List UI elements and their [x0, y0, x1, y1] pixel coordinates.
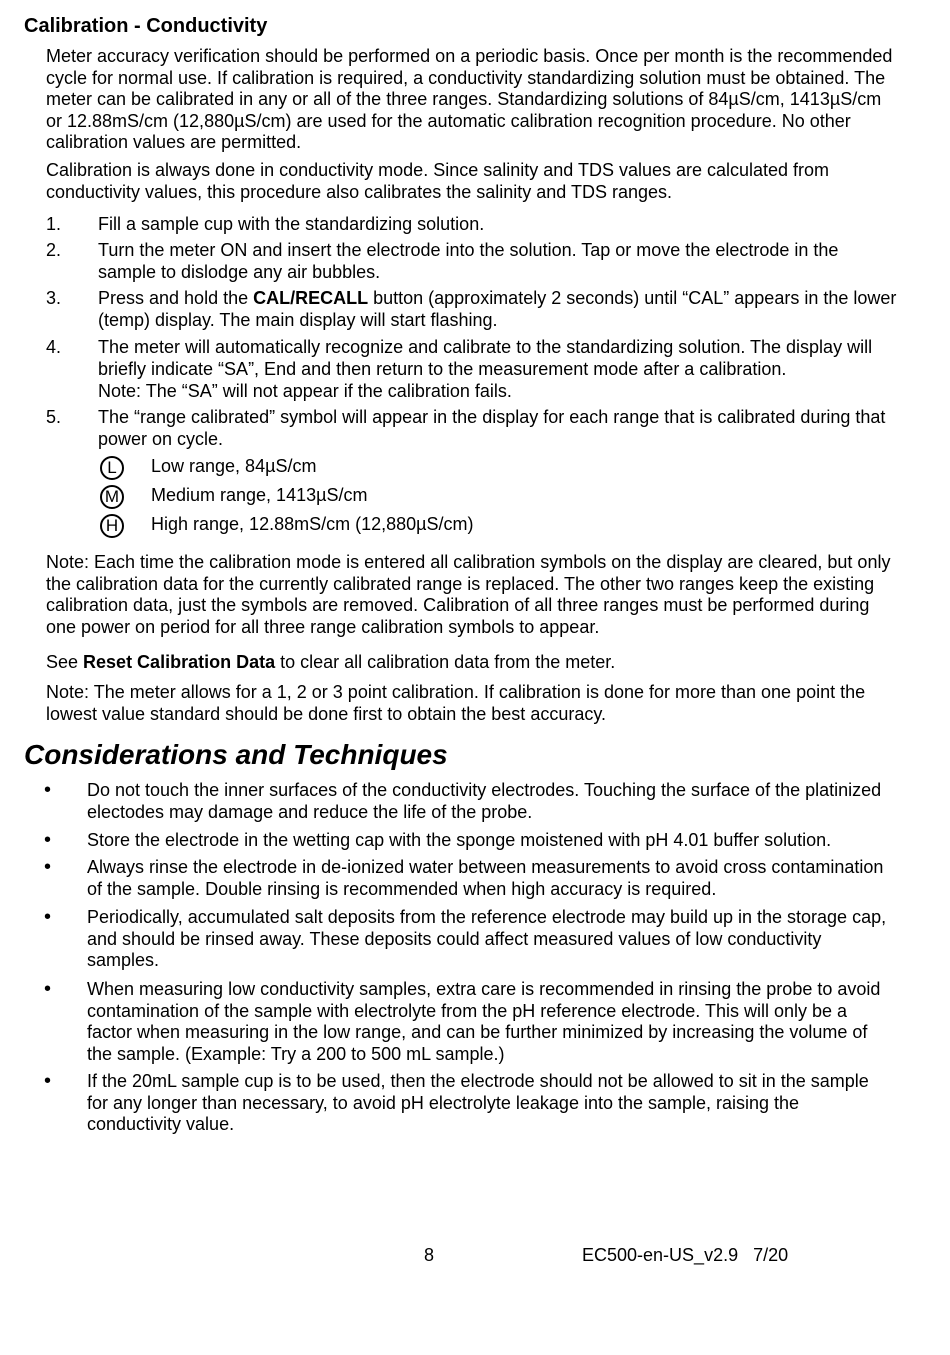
bullet-icon: • [44, 1070, 52, 1092]
reset-reference-part: to clear all calibration data from the meter. [275, 652, 616, 672]
bullet-item: Always rinse the electrode in de-ionized water between measurements to avoid cross contamination of the sample. Double rinsing is recommended when high accuracy is required. [87, 857, 884, 899]
calibration-note: Note: Each time the calibration mode is entered all calibration symbols on the display are cleared, but only the calibration data for the currently calibrated range is replaced. The other two ranges keep the existing calibration data, just the symbols are removed. Calibration of all three ranges must be performed during one power on period for all three range calibration symbols to appear. [46, 552, 891, 637]
step-text: Turn the meter ON and insert the electrode into the solution. Tap or move the electrode in the sample to dislodge any air bubbles. [98, 240, 839, 282]
reset-reference-part: See [46, 652, 84, 672]
cal-recall-button-label: CAL/RECALL [253, 288, 369, 308]
page-number: 8 [424, 1245, 435, 1265]
high-range-calibrated-icon: H [100, 514, 124, 538]
reset-reference [46, 652, 896, 674]
step-number: 5. [46, 407, 62, 427]
bullet-icon: • [44, 829, 52, 851]
section-title: Calibration - Conductivity [24, 15, 268, 37]
step-number: 1. [46, 214, 62, 234]
bullet-item: Store the electrode in the wetting cap with the sponge moistened with pH 4.01 buffer solution. [87, 830, 832, 850]
range-label: High range, 12.88mS/cm (12,880µS/cm) [151, 514, 474, 534]
step-text: The meter will automatically recognize and calibrate to the standardizing solution. The display will briefly indicate “SA”, End and then return to the measurement mode after a calibration. [98, 337, 873, 379]
bullet-icon: • [44, 856, 52, 878]
range-label: Medium range, 1413µS/cm [151, 485, 368, 505]
step-number: 3. [46, 288, 62, 308]
intro-paragraph: Calibration is always done in conductivity mode. Since salinity and TDS values are calculated from conductivity values, this procedure also calibrates the salinity and TDS ranges. [46, 160, 830, 202]
bullet-item: Periodically, accumulated salt deposits from the reference electrode may build up in the storage cap, and should be rinsed away. These deposits could affect measured values of low conductivity samples. [87, 907, 887, 971]
low-range-calibrated-icon: L [100, 456, 124, 480]
bullet-item: If the 20mL sample cup is to be used, then the electrode should not be allowed to sit in the sample for any longer than necessary, to avoid pH electrolyte leakage into the sample, raising the conductivity value. [87, 1071, 869, 1135]
step-text: The “range calibrated” symbol will appear in the display for each range that is calibrated during that power on cycle. [98, 407, 886, 449]
range-label: Low range, 84µS/cm [151, 456, 317, 476]
step-text [98, 288, 898, 331]
step-note: Note: The “SA” will not appear if the calibration fails. [98, 381, 512, 401]
bullet-icon: • [44, 978, 52, 1000]
step-text-part: Press and hold the [98, 288, 254, 308]
reset-calibration-link: Reset Calibration Data [83, 652, 276, 672]
multipoint-note: Note: The meter allows for a 1, 2 or 3 point calibration. If calibration is done for more than one point the lowest value standard should be done first to obtain the best accuracy. [46, 682, 866, 724]
step-text: Fill a sample cup with the standardizing solution. [98, 214, 485, 234]
bullet-icon: • [44, 779, 52, 801]
document-id: EC500-en-US_v2.9 7/20 [582, 1245, 789, 1265]
bullet-icon: • [44, 906, 52, 928]
step-number: 4. [46, 337, 62, 357]
medium-range-calibrated-icon: M [100, 485, 124, 509]
step-text-part: button (approximately 2 seconds) until “CAL” appears in the lower (temp) display. The main display will start flashing. [98, 288, 897, 330]
step-number: 2. [46, 240, 62, 260]
considerations-title: Considerations and Techniques [24, 739, 448, 770]
bullet-item: When measuring low conductivity samples, extra care is recommended in rinsing the probe to avoid contamination of the sample with electrolyte from the pH reference electrode. This will only be a factor when measuring in the low range, and can be further minimized by increasing the volume of the sample. (Example: Try a 200 to 500 mL sample.) [87, 979, 881, 1064]
bullet-item: Do not touch the inner surfaces of the conductivity electrodes. Touching the surface of the platinized electodes may damage and reduce the life of the probe. [87, 780, 882, 822]
intro-paragraph: Meter accuracy verification should be performed on a periodic basis. Once per month is the recommended cycle for normal use. If calibration is required, a conductivity standardizing solution must be obtained. The meter can be calibrated in any or all of the three ranges. Standardizing solutions of 84µS/cm, 1413µS/cm or 12.88mS/cm (12,880µS/cm) are used for the automatic calibration recognition procedure. No other calibration values are permitted. [46, 46, 893, 153]
